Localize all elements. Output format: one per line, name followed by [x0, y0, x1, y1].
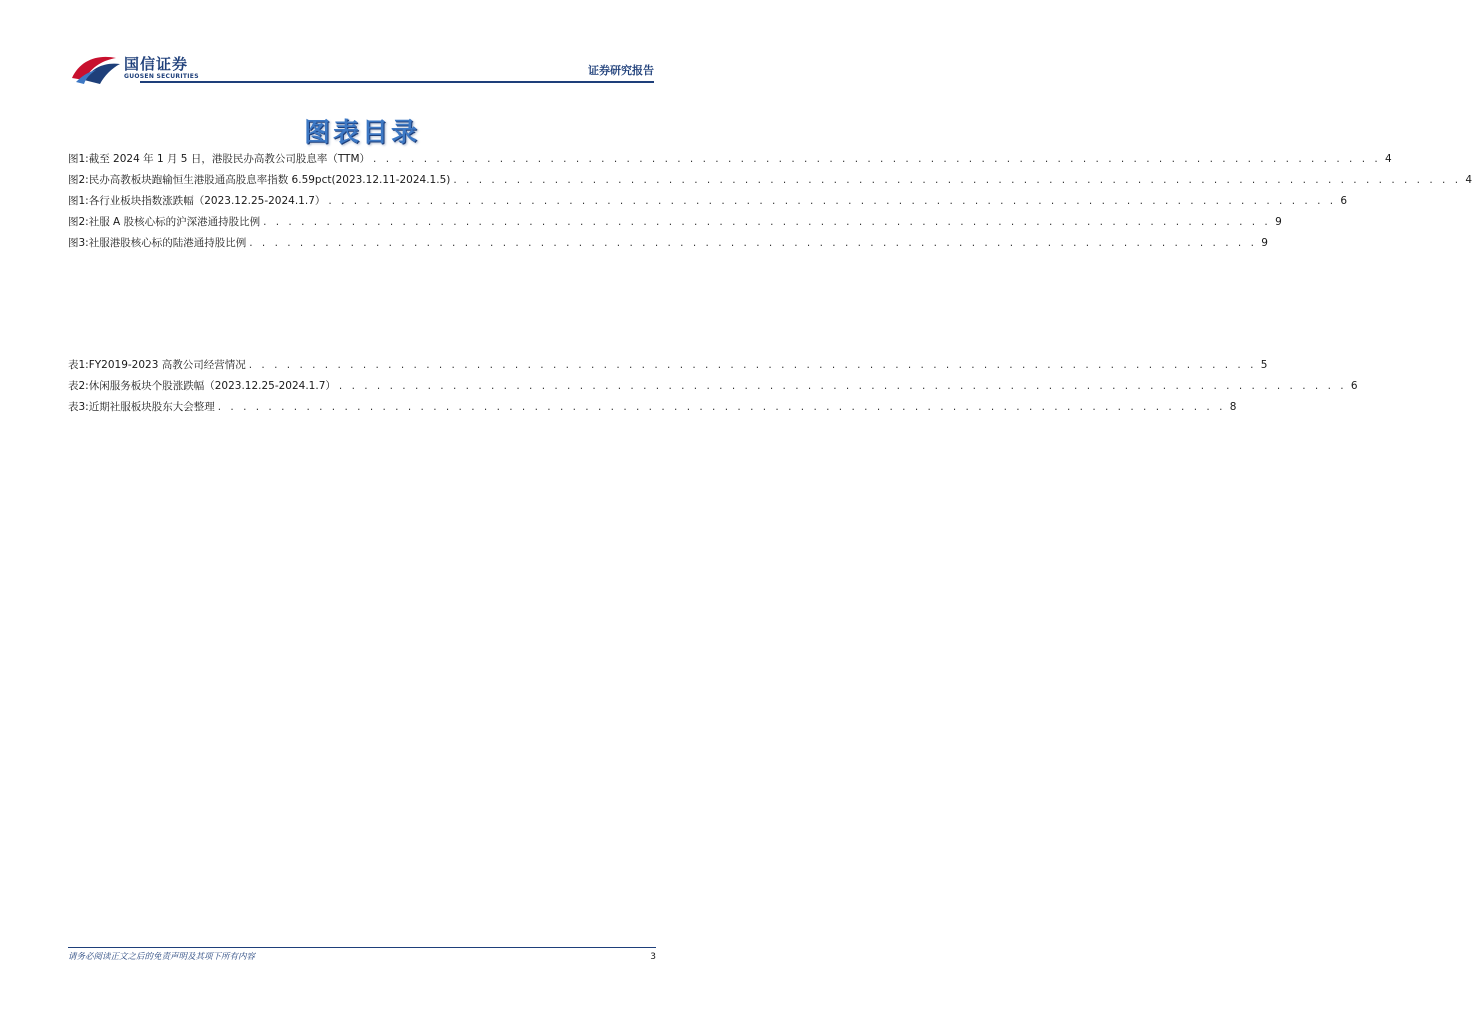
toc-entry[interactable]: [68, 376, 1358, 397]
toc-entry-page: 9: [1261, 237, 1268, 249]
toc-entry[interactable]: [68, 170, 1472, 191]
toc-entry-page: 4: [1465, 174, 1472, 186]
toc-entry-label: 图1:: [68, 153, 89, 165]
toc-entry-title: 社服 A 股核心标的沪深港通持股比例: [88, 216, 261, 228]
toc-entry-label: 表1:: [68, 359, 89, 371]
toc-entry-page: 9: [1275, 216, 1282, 228]
toc-entry-title: 各行业板块指数涨跌幅（2023.12.25-2024.1.7）: [88, 195, 326, 207]
toc-entry-label: 图2:: [68, 216, 89, 228]
toc-entry[interactable]: [68, 355, 1268, 376]
toc-entry-label: 表2:: [68, 380, 89, 392]
header-divider: [140, 81, 654, 83]
toc-entry-title: 民办高教板块跑输恒生港股通高股息率指数 6.59pct(2023.12.11-2024.1.5): [88, 174, 451, 186]
page-number: 3: [650, 952, 656, 962]
toc-entry-title: 截至 2024 年 1 月 5 日，港股民办高教公司股息率（TTM）: [88, 153, 371, 165]
toc-entry-page: 6: [1340, 195, 1348, 207]
toc-entry-page: 6: [1350, 380, 1358, 392]
toc-leader-dots: . . . . . . . . . . . . . . . . . . . . . . . . . . . . . . . . . . . . . . . . . . . . . . . . . . . . . . . . . . . . . . . . . . . . . . . . . . . . . . . .: [373, 153, 1381, 165]
figure-list: [68, 149, 1472, 254]
toc-entry-label: 图1:: [68, 195, 89, 207]
table-list: [68, 355, 1358, 418]
toc-entry-label: 图3:: [68, 237, 89, 249]
footer-divider: [68, 947, 656, 948]
toc-entry-label: 表3:: [68, 401, 89, 413]
toc-entry-label: 图2:: [68, 174, 89, 186]
guosen-logo-icon: [70, 52, 122, 86]
toc-leader-dots: . . . . . . . . . . . . . . . . . . . . . . . . . . . . . . . . . . . . . . . . . . . . . . . . . . . . . . . . . . . . . . . . . . . . . . . . . . . . . . . .: [338, 380, 1347, 392]
page-header: [0, 0, 724, 90]
toc-leader-dots: . . . . . . . . . . . . . . . . . . . . . . . . . . . . . . . . . . . . . . . . . . . . . . . . . . . . . . . . . . . . . . . . . . . . . . . . . . . . . . . .: [217, 401, 1226, 413]
disclaimer-note: 请务必阅读正文之后的免责声明及其项下所有内容: [68, 952, 256, 962]
page-title: 图表目录: [303, 118, 420, 148]
toc-entry-page: 8: [1229, 401, 1237, 413]
toc-entry[interactable]: [68, 191, 1348, 212]
toc-entry[interactable]: [68, 233, 1268, 254]
toc-entry-page: 4: [1385, 153, 1392, 165]
logo-english-name: GUOSEN SECURITIES: [124, 73, 199, 80]
toc-entry-title: 休闲服务板块个股涨跌幅（2023.12.25-2024.1.7）: [88, 380, 336, 392]
toc-leader-dots: . . . . . . . . . . . . . . . . . . . . . . . . . . . . . . . . . . . . . . . . . . . . . . . . . . . . . . . . . . . . . . . . . . . . . . . . . . . . . . . .: [263, 216, 1271, 228]
toc-entry-page: 5: [1260, 359, 1268, 371]
toc-entry[interactable]: [68, 149, 1392, 170]
toc-leader-dots: . . . . . . . . . . . . . . . . . . . . . . . . . . . . . . . . . . . . . . . . . . . . . . . . . . . . . . . . . . . . . . . . . . . . . . . . . . . . . . . .: [453, 174, 1462, 186]
toc-entry[interactable]: [68, 212, 1282, 233]
toc-leader-dots: . . . . . . . . . . . . . . . . . . . . . . . . . . . . . . . . . . . . . . . . . . . . . . . . . . . . . . . . . . . . . . . . . . . . . . . . . . . . . . . .: [248, 359, 1257, 371]
toc-entry-title: 近期社服板块股东大会整理: [88, 401, 215, 413]
report-type-label: 证券研究报告: [588, 64, 654, 77]
toc-entry-title: 社服港股核心标的陆港通持股比例: [88, 237, 247, 249]
toc-leader-dots: . . . . . . . . . . . . . . . . . . . . . . . . . . . . . . . . . . . . . . . . . . . . . . . . . . . . . . . . . . . . . . . . . . . . . . . . . . . . . . . .: [328, 195, 1337, 207]
logo-chinese-name: 国信证券: [124, 55, 189, 73]
toc-entry[interactable]: [68, 397, 1237, 418]
toc-entry-title: FY2019-2023 高教公司经营情况: [88, 359, 246, 371]
toc-leader-dots: . . . . . . . . . . . . . . . . . . . . . . . . . . . . . . . . . . . . . . . . . . . . . . . . . . . . . . . . . . . . . . . . . . . . . . . . . . . . . . . .: [249, 237, 1257, 249]
